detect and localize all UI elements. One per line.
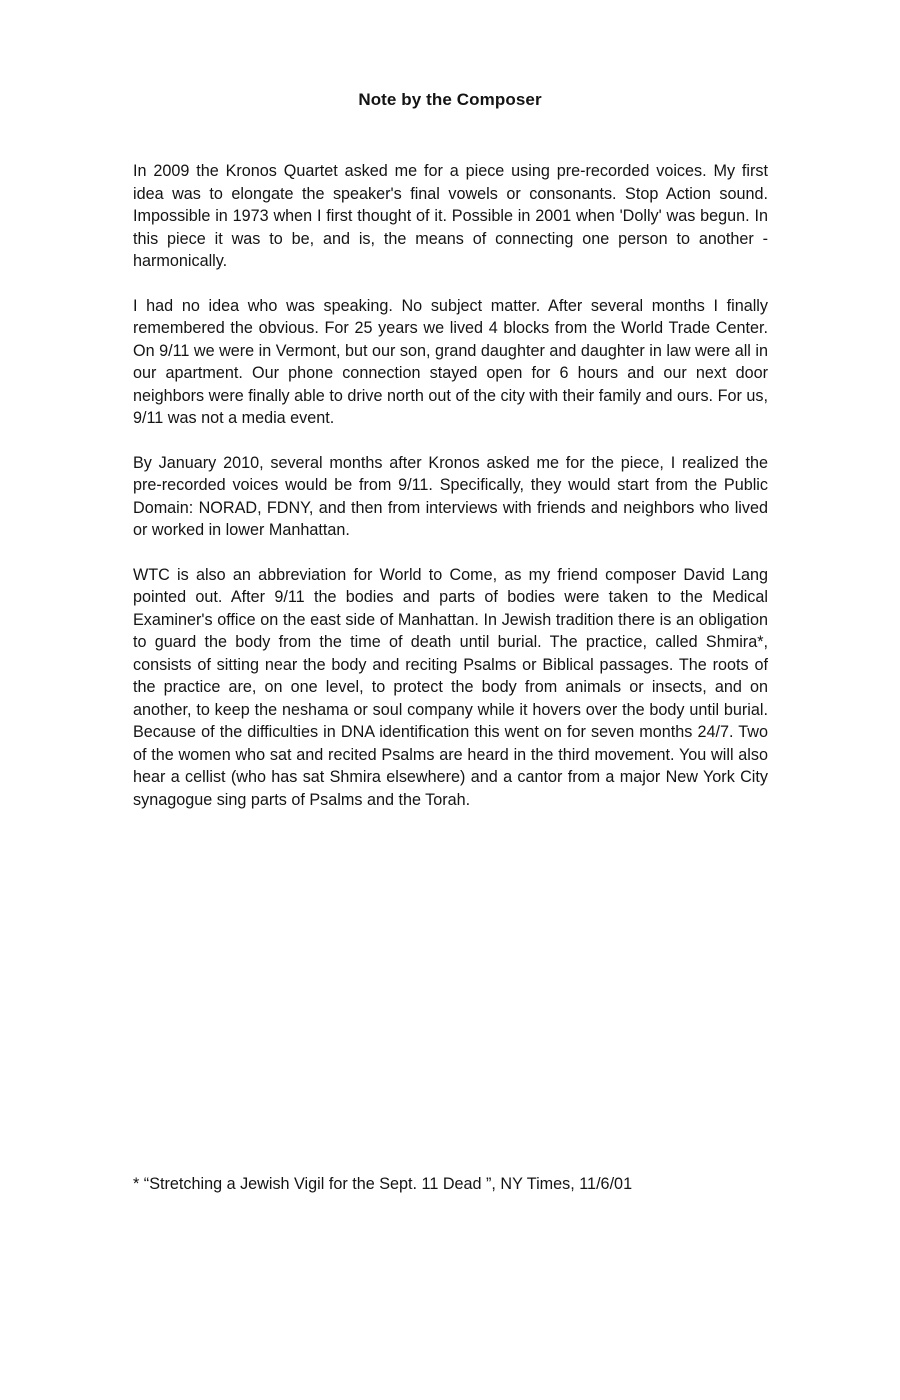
paragraph-2: I had no idea who was speaking. No subject matter. After several months I finally remembered the obvious. For 25 years we lived 4 blocks from the World Trade Center. On 9/11 we were in Vermont, but our son, grand daughter and daughter in law were all in our apartment. Our phone connection stayed open for 6 hours and our next door neighbors were finally able to drive north out of the city with their family and ours. For us, 9/11 was not a media event. — [133, 296, 768, 427]
page-title: Note by the Composer — [358, 90, 542, 109]
note-body — [133, 160, 768, 833]
paragraph-4: WTC is also an abbreviation for World to Come, as my friend composer David Lang pointed out. After 9/11 the bodies and parts of bodies were taken to the Medical Examiner's office on the east side of Manhattan. In Jewish tradition there is an obligation to guard the body from the time of death until burial. The practice, called Shmira*, consists of sitting near the body and reciting Psalms or Biblical passages. The roots of the practice are, on one level, to protect the body from animals or insects, and on another, to keep the neshama or soul company while it hovers over the body until burial. Because of the difficulties in DNA identification this went on for seven months 24/7. Two of the women who sat and recited Psalms are heard in the third movement. You will also hear a cellist (who has sat Shmira elsewhere) and a cantor from a major New York City synagogue sing parts of Psalms and the Torah. — [133, 565, 768, 809]
footnote: * “Stretching a Jewish Vigil for the Sept. 11 Dead ”, NY Times, 11/6/01 — [133, 1175, 633, 1193]
paragraph-1: In 2009 the Kronos Quartet asked me for a piece using pre-recorded voices. My first idea was to elongate the speaker's final vowels or consonants. Stop Action sound. Impossible in 1973 when I first thought of it. Possible in 2001 when 'Dolly' was begun. In this piece it was to be, and is, the means of connecting one person to another - harmonically. — [133, 162, 768, 270]
paragraph-3: By January 2010, several months after Kronos asked me for the piece, I realized the pre-recorded voices would be from 9/11. Specifically, they would start from the Public Domain: NORAD, FDNY, and then from interviews with friends and neighbors who lived or worked in lower Manhattan. — [133, 453, 768, 539]
